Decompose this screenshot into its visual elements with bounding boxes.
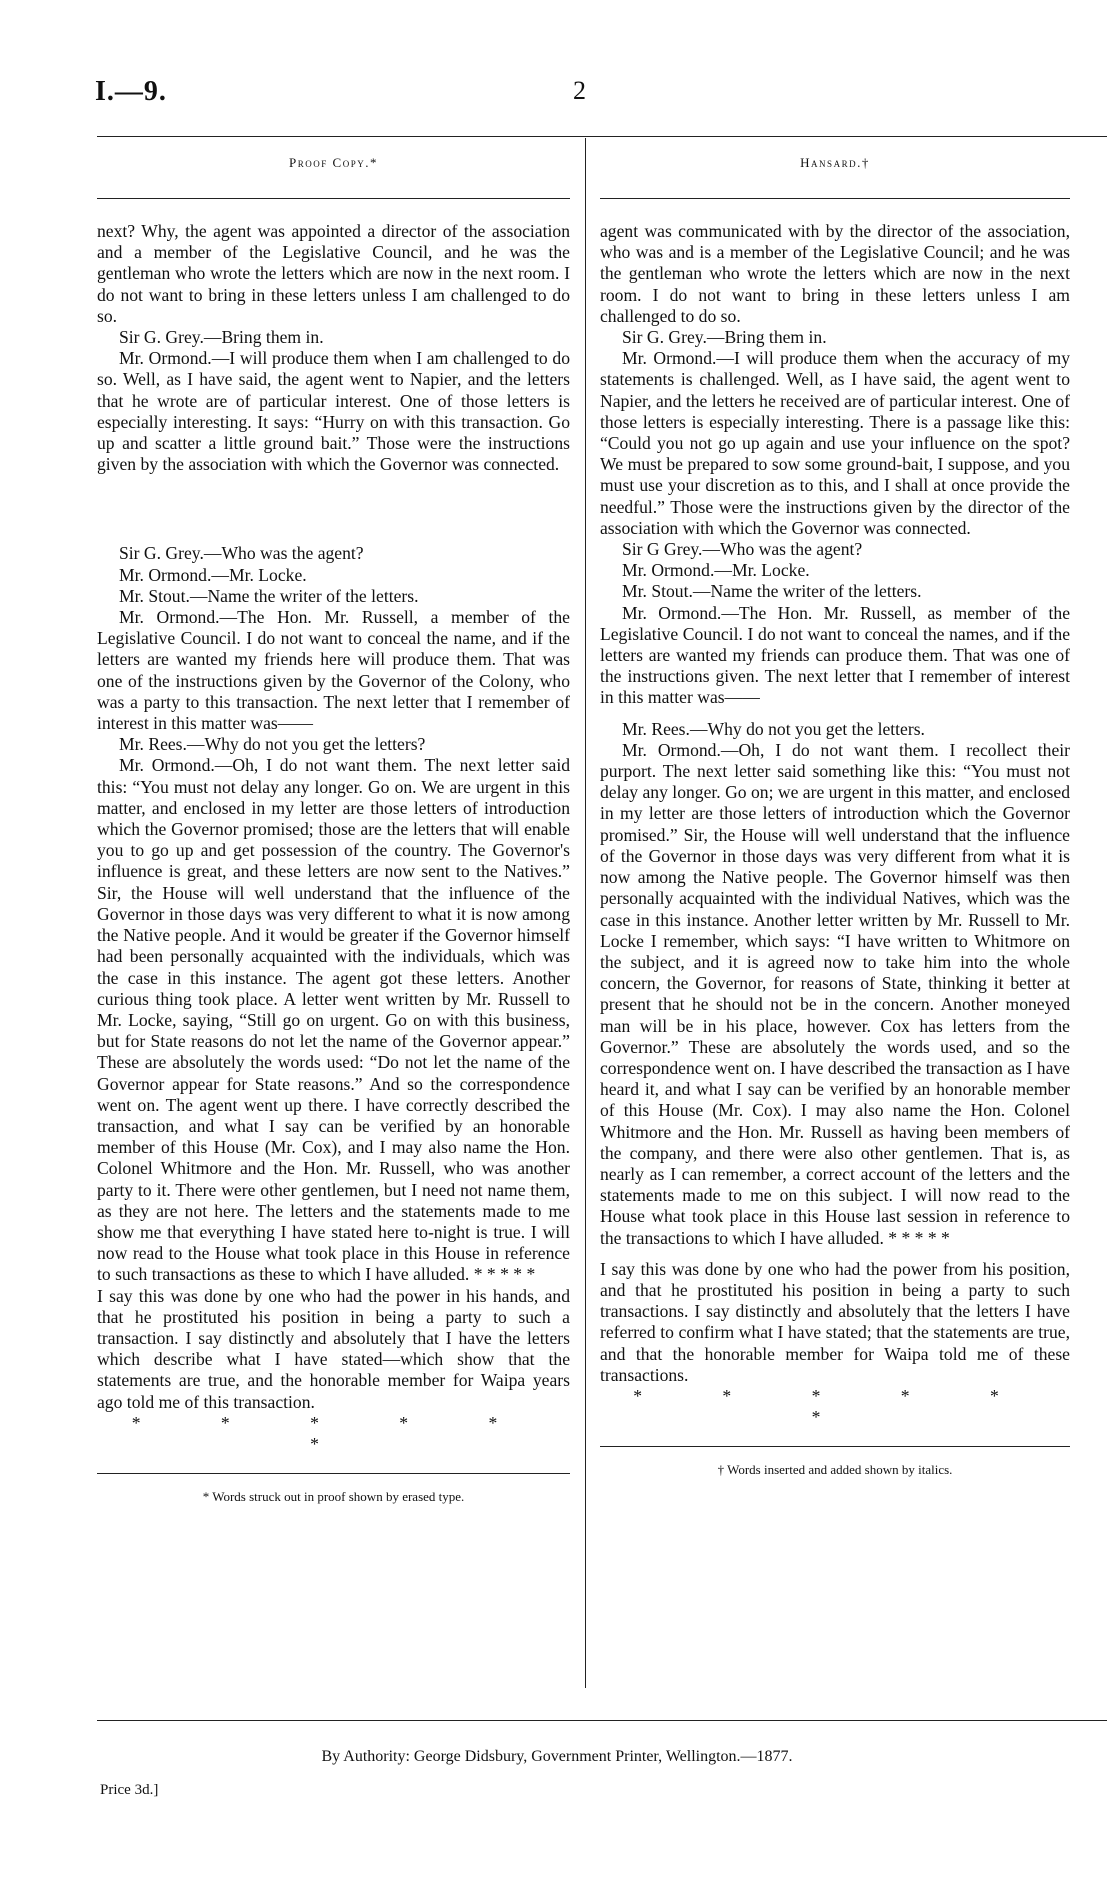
- paragraph: Mr. Ormond.—I will produce them when I am challenged to do so. Well, as I have said, the agent went to Napier, and the letters that he wrote are of particular interest. One of those letters is especially interesting. It says: “Hurry on with this transaction. Go up and scatter a little ground bait.” Those were the instructions given by the association with which the Governor was connected.: [97, 348, 570, 475]
- paragraph: next? Why, the agent was appointed a director of the association and a member of the Legislative Council, and he was the gentleman who wrote the letters which are now in the next room. I do not want to bring in these letters unless I am challenged to do so.: [97, 221, 570, 326]
- section-stars: * * * * * *: [131, 1412, 536, 1454]
- paragraph: Mr. Stout.—Name the writer of the letters.: [119, 585, 419, 606]
- paragraph: Mr. Ormond.—Mr. Locke.: [622, 560, 810, 581]
- paragraph: Mr. Ormond.—I will produce them when the accuracy of my statements is challenged. Well, as I have said, the agent went to Napier, and the letters he received are of particular interest. One of those letters is especially interesting. There is a passage like this: “Could you not go up again and use your influence on the spot? We must be prepared to sow some ground-bait, I suppose, and you must use your discretion as to this, and I shall at once provide the needful.” Those were the instructions given by the director of the association with which the Governor was connected.: [600, 348, 1070, 538]
- page-number: 2: [573, 76, 586, 105]
- paragraph: I say this was done by one who had the power from his position, and that he prostituted his position in being a party to such transactions. I say distinctly and absolutely that the letters I have referred to confirm what I have stated; that the statements are true, and that the honorable member for Waipa told me of these transactions.: [600, 1258, 1070, 1385]
- footnote: * Words struck out in proof shown by erased type.: [97, 1473, 570, 1507]
- proof-copy-column: [97, 146, 570, 1507]
- section-stars: * * * * * *: [633, 1385, 1037, 1428]
- spacer: [600, 1249, 1070, 1259]
- column-divider: [585, 138, 586, 1688]
- hansard-column: [600, 146, 1070, 1481]
- paragraph: Mr. Ormond.—Oh, I do not want them. The next letter said this: “You must not delay any longer. Go on. We are urgent in this matter, and enclosed in my letter are those letters of introduction which the Governor promised; those are the letters that will enable you to go up and get possession of the country. The Governor's influence is great, and these letters are now sent to the Natives.” Sir, the House will well understand that the influence of the Governor in those days was very different to what it is now among the Native people. And it would be greater if the Governor himself had been personally acquainted with the individuals, which was the case in this instance. The agent got these letters. Another curious thing took place. A letter went written by Mr. Russell to Mr. Locke, saying, “Still go on urgent. Go on with this business, but for State reasons do not let the name of the Governor appear.” These are absolutely the words used: “Do not let the name of the Governor appear for State reasons.” And so the correspondence went on. The agent went up there. I have correctly described the transaction, and what I say can be verified by an honorable member of this House (Mr. Cox), and I may also name the Hon. Colonel Whitmore and the Hon. Mr. Russell, who was another party to it. There were other gentlemen, but I need not name them, as they are not here. The letters and the statements made to me show me that everything I have stated here to-night is true. I will now read to the House what took place in this House in reference to such transactions as these to which I have alluded. * * * * *: [97, 755, 570, 1285]
- column-title: Proof Copy.*: [289, 155, 378, 170]
- footer-rule: [97, 1720, 1107, 1721]
- paragraph: Sir G. Grey.—Bring them in.: [622, 327, 827, 348]
- printer-imprint: By Authority: George Didsbury, Government Printer, Wellington.—1877.: [321, 1748, 793, 1765]
- column-rule: [600, 198, 1070, 199]
- paragraph: Mr. Rees.—Why do not you get the letters?: [119, 734, 426, 755]
- paragraph: I say this was done by one who had the power in his hands, and that he prostituted his position in being a party to such a transaction. I say distinctly and absolutely that I have the letters which describe what I have stated—which show that the statements are true, and the honorable member for Waipa years ago told me of this transaction.: [97, 1285, 570, 1412]
- paragraph: Mr. Ormond.—The Hon. Mr. Russell, a member of the Legislative Council. I do not want to conceal the name, and if the letters are wanted my friends here will produce them. That was one of the instructions given by the Governor of the Colony, who was a party to this transaction. The next letter that I remember of interest in this matter was——: [97, 607, 570, 734]
- document-reference: I.—9.: [95, 76, 167, 107]
- paragraph: Mr. Ormond.—Mr. Locke.: [119, 564, 307, 585]
- paragraph: Mr. Rees.—Why do not you get the letters.: [622, 718, 925, 739]
- column-title: Hansard.†: [800, 155, 870, 170]
- footnote: † Words inserted and added shown by italics.: [600, 1446, 1070, 1480]
- paragraph: Mr. Ormond.—The Hon. Mr. Russell, as member of the Legislative Council. I do not want to conceal the names, and if the letters are wanted my friends can produce them. That was one of the instructions given. The next letter that I remember of interest in this matter was——: [600, 602, 1070, 708]
- paragraph: Mr. Ormond.—Oh, I do not want them. I recollect their purport. The next letter said something like this: “You must not delay any longer. Go on; we are urgent in this matter, and enclosed in my letter are those letters of introduction which the Governor promised.” Sir, the House will well understand that the influence of the Governor in those days was very different from what it is now among the Native people. The Governor himself was then personally acquainted with the individual Natives, which was the case in this instance. Another letter written by Mr. Russell to Mr. Locke I remember, which says: “I have written to Whitmore on the subject, and it is agreed now to take him into the whole concern, the Governor, for reasons of State, thinking it better at present that he should not be in the concern. Another moneyed man will be in his place, however. Cox has letters from the Governor.” These are absolutely the words used, and so the correspondence went on. I have described the transaction as I have heard it, and what I say can be verified by an honorable member of this House (Mr. Cox). I may also name the Hon. Colonel Whitmore and the Hon. Mr. Russell as having been members of the company, and there were also other gentlemen. That is, as nearly as I can remember, a correct account of the letters and the statements made to me on this subject. I will now read to the House what took place in this House last session in reference to the transactions to which I have alluded. * * * * *: [600, 739, 1070, 1248]
- paragraph: agent was communicated with by the director of the association, who was and is a member of the Legislative Council; and he was the gentleman who wrote the letters which are now in the next room. I do not want to bring in these letters unless I am challenged to do so.: [600, 221, 1070, 326]
- paragraph: Sir G Grey.—Who was the agent?: [622, 539, 863, 560]
- column-rule: [97, 198, 570, 199]
- paragraph: Mr. Stout.—Name the writer of the letters.: [622, 581, 922, 602]
- page-header: [95, 72, 995, 122]
- paragraph: Sir G. Grey.—Who was the agent?: [119, 543, 364, 564]
- price-label: Price 3d.]: [100, 1782, 159, 1798]
- spacer: [97, 475, 570, 543]
- spacer: [600, 709, 1070, 719]
- header-rule: [97, 136, 1107, 137]
- paragraph: Sir G. Grey.—Bring them in.: [119, 327, 324, 348]
